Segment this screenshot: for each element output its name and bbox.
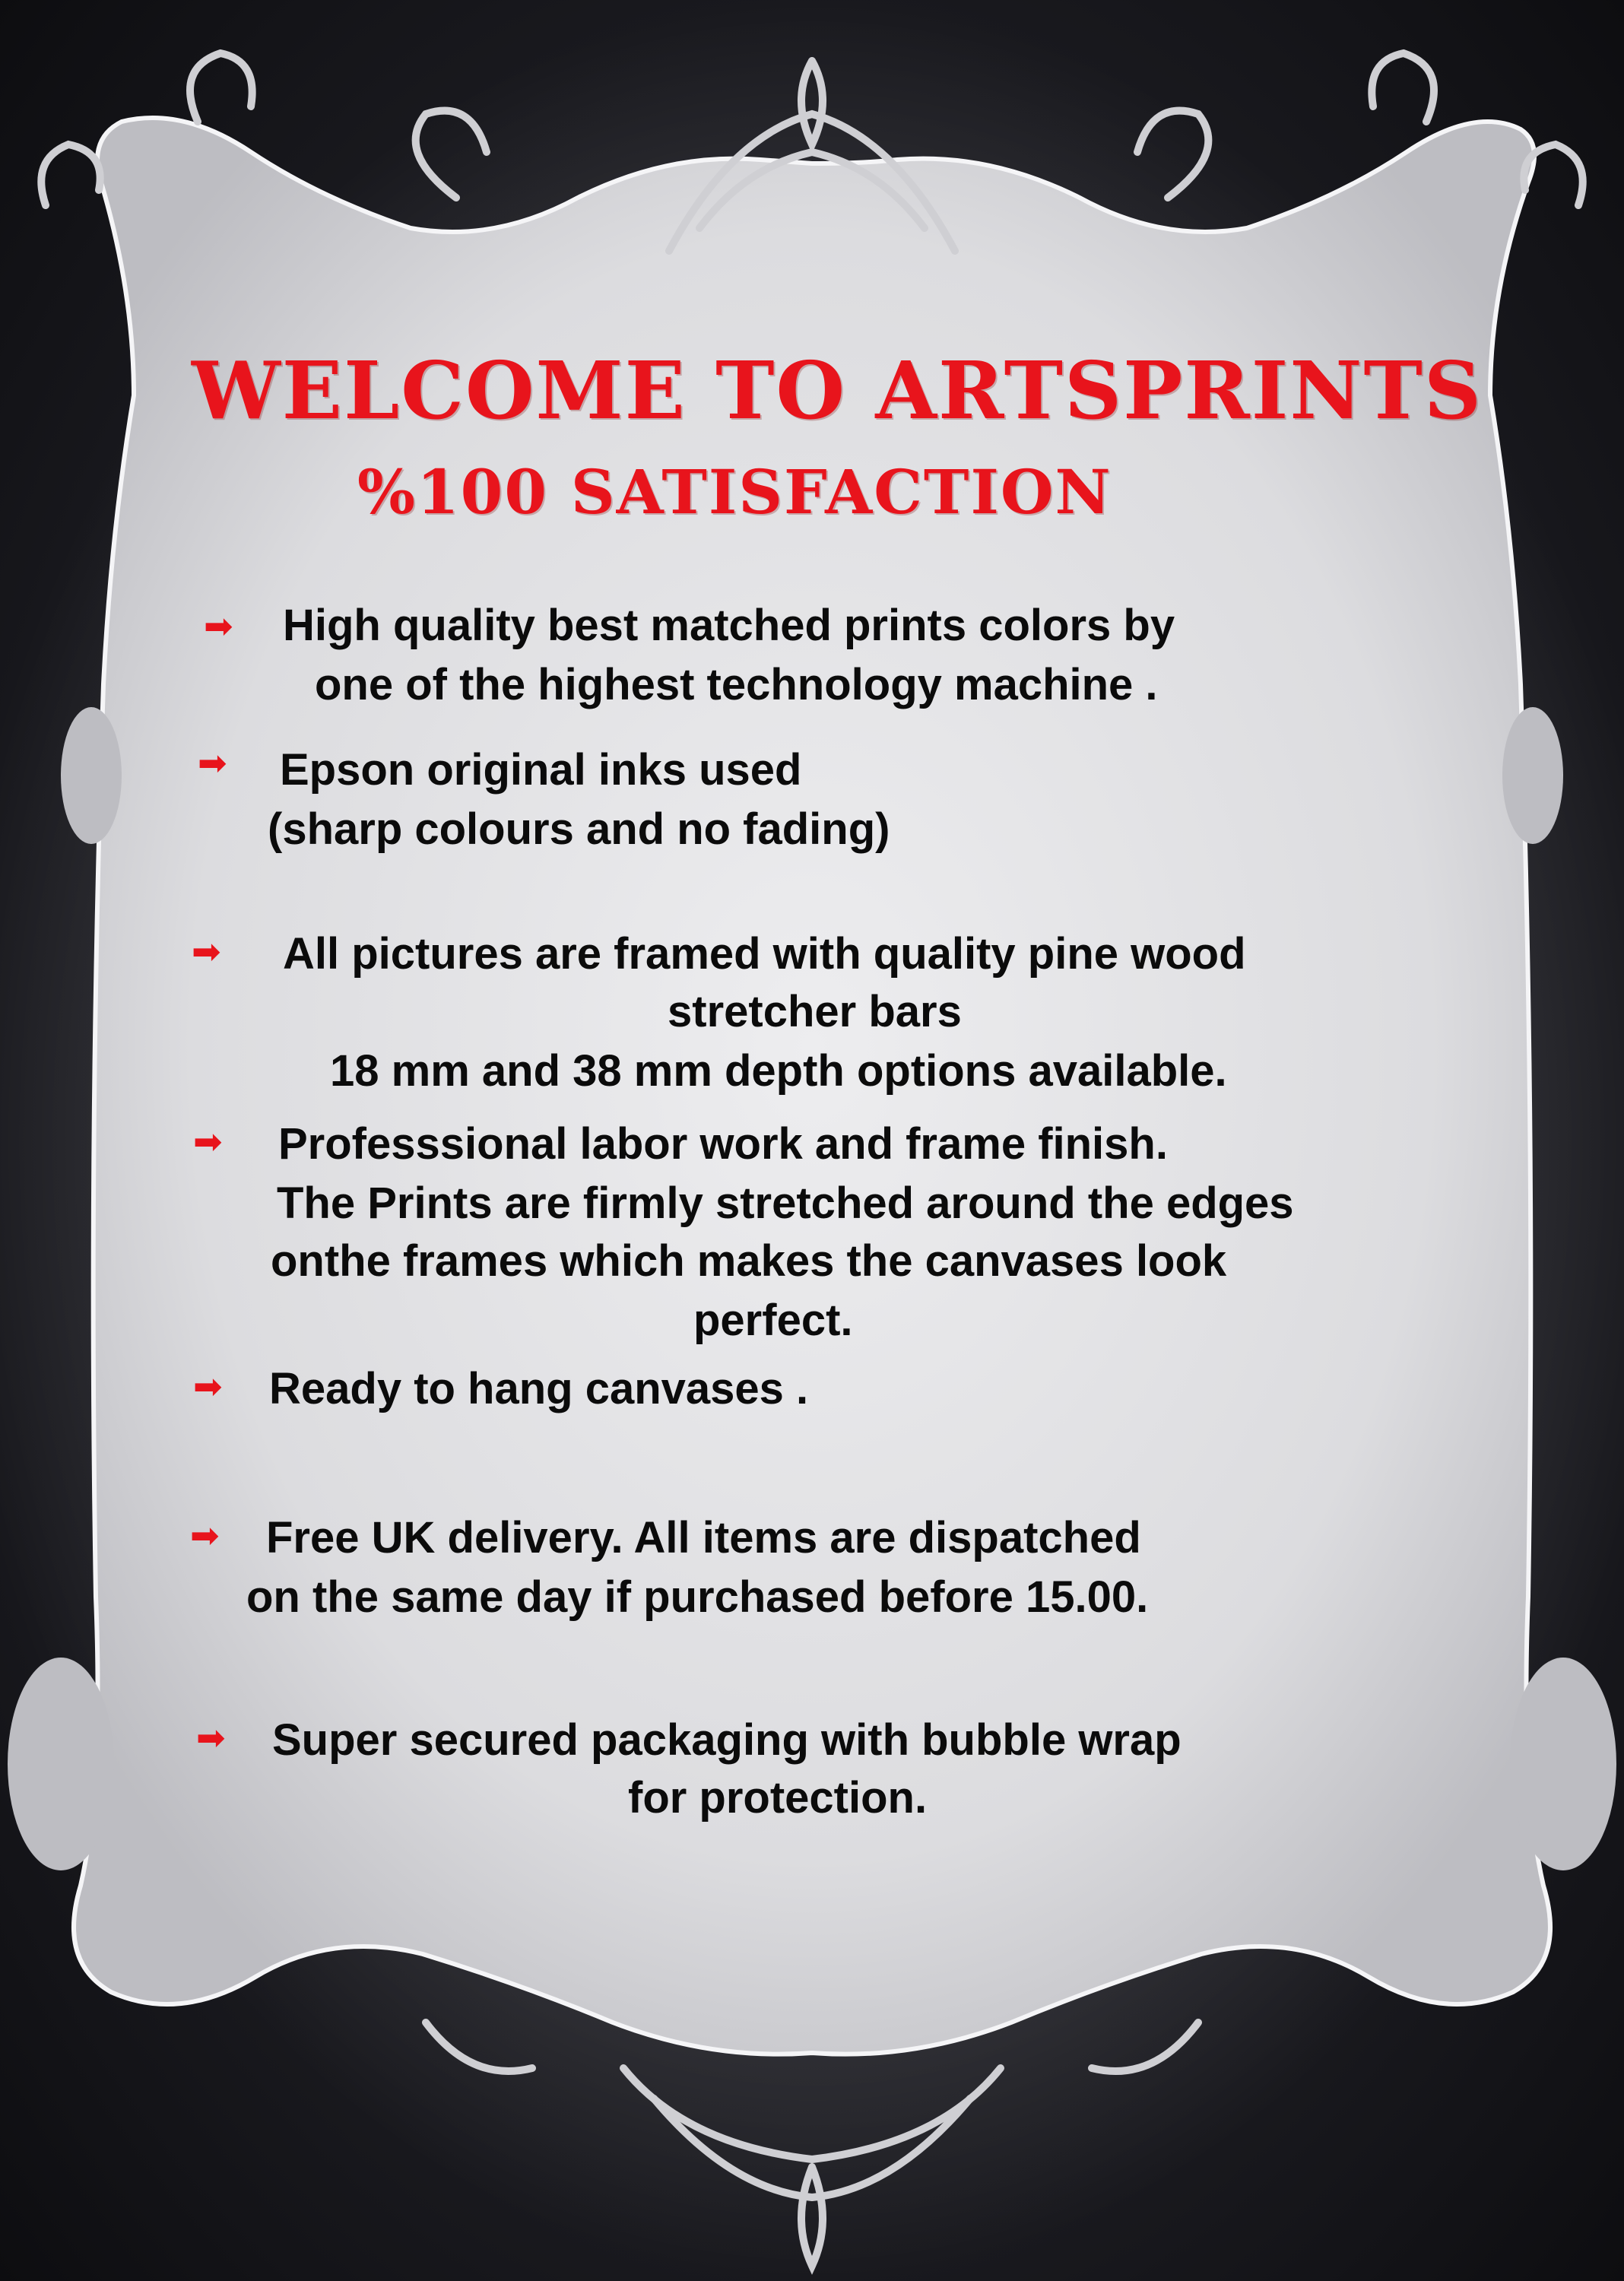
feature-6-line-2: on the same day if purchased before 15.00.: [246, 1572, 1149, 1622]
feature-1-line-2: one of the highest technology machine .: [315, 660, 1158, 709]
feature-3-line-3: 18 mm and 38 mm depth options available.: [330, 1046, 1227, 1096]
feature-4-line-3: onthe frames which makes the canvases look: [271, 1236, 1227, 1286]
title-satisfaction: %100 SATISFACTION: [357, 456, 1112, 528]
red-arrow-icon: ➡: [196, 1717, 226, 1758]
feature-3-line-1: All pictures are framed with quality pine wood: [283, 929, 1246, 979]
red-arrow-icon: ➡: [204, 605, 233, 646]
red-arrow-icon: ➡: [198, 742, 227, 783]
red-arrow-icon: ➡: [190, 1515, 220, 1556]
feature-2-line-1: Epson original inks used: [280, 745, 802, 795]
title-welcome: WELCOME TO ARTSPRINTS: [192, 344, 1483, 437]
feature-1-line-1: High quality best matched prints colors by: [283, 601, 1175, 650]
feature-2-line-2: (sharp colours and no fading): [268, 804, 890, 854]
feature-7-line-2: for protection.: [628, 1773, 928, 1823]
feature-4-line-2: The Prints are firmly stretched around the edges: [277, 1179, 1294, 1228]
feature-5-line-1: Ready to hang canvases .: [269, 1364, 809, 1413]
feature-4-line-4: perfect.: [693, 1296, 853, 1345]
red-arrow-icon: ➡: [193, 1121, 223, 1162]
feature-6-line-1: Free UK delivery. All items are dispatched: [266, 1513, 1141, 1562]
red-arrow-icon: ➡: [193, 1366, 223, 1407]
feature-4-line-1: Professsional labor work and frame finish.: [278, 1119, 1168, 1169]
feature-3-line-2: stretcher bars: [668, 987, 962, 1036]
red-arrow-icon: ➡: [192, 931, 221, 972]
feature-7-line-1: Super secured packaging with bubble wrap: [272, 1715, 1182, 1765]
